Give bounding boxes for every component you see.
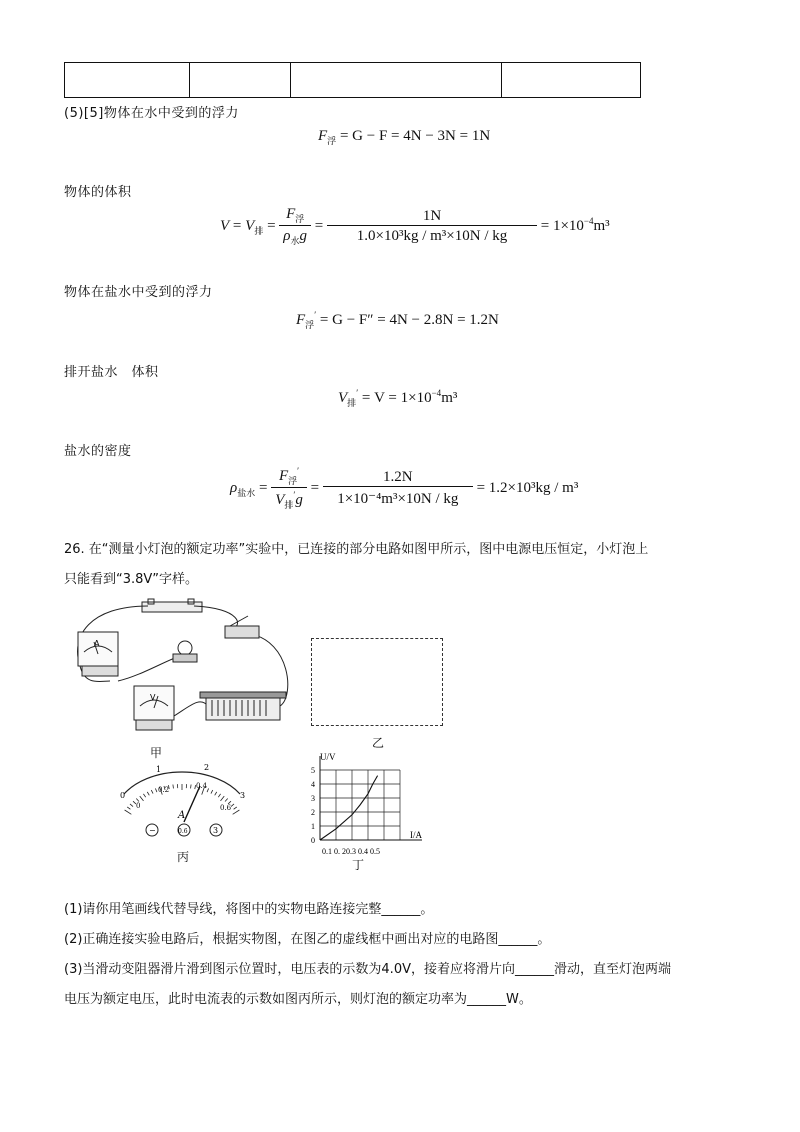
chart-xtick-labels: 0.1 0. 20.3 0.4 0.5	[322, 847, 380, 856]
eq4-exp: −4	[431, 388, 442, 398]
table-row	[65, 63, 641, 98]
meter-tick	[147, 792, 149, 795]
part5-intro: (5)[5]物体在水中受到的浮力	[64, 106, 239, 121]
meter-tick	[151, 790, 153, 794]
eq4-text: = V = 1×10	[361, 390, 432, 406]
meter-tick	[233, 810, 240, 814]
terminal-3-text: 3	[213, 826, 219, 835]
table-cell	[291, 63, 502, 98]
table-cell	[190, 63, 291, 98]
switch-icon	[225, 626, 259, 638]
top-table	[64, 62, 641, 98]
meter-bottom-06: 0.6	[220, 804, 232, 812]
chart-ytick-label: 2	[311, 808, 315, 817]
figure-jia-circuit	[70, 596, 300, 746]
figure-bing-meter	[112, 758, 252, 840]
chart-xlabel: I/A	[410, 830, 422, 840]
displaced-label: 排开盐水 体积	[64, 365, 159, 380]
meter-needle	[184, 786, 200, 822]
eq2-num: 1N	[422, 208, 442, 224]
q26-sub3a: (3)当滑动变阻器滑片滑到图示位置时，电压表的示数为4.0V，接着应将滑片向______滑动，直至灯泡两端	[64, 962, 671, 977]
meter-bottom-02: 0.2	[158, 786, 170, 794]
meter-top-3: 3	[240, 791, 246, 800]
chart-ylabel: U/V	[320, 752, 336, 762]
meter-tick	[234, 807, 237, 809]
eq2-exp: −4	[583, 215, 594, 226]
chart-ytick-label: 5	[311, 766, 315, 775]
meter-top-1: 1	[156, 765, 162, 774]
q26-line2: 只能看到“3.8V”字样。	[64, 572, 199, 587]
equation-buoyancy-water: $F_浮 = G - F = 4N - 3N = 1N$	[318, 128, 491, 146]
eq3-text: = G − F″ = 4N − 2.8N = 1.2N	[319, 312, 499, 328]
rheostat-icon	[206, 696, 280, 720]
figure-ding-label: 丁	[352, 858, 365, 872]
meter-bottom-0: 0	[136, 802, 141, 810]
chart-ytick-label: 1	[311, 822, 315, 831]
eq2-rhs: = 1×10	[540, 217, 584, 234]
ammeter-icon	[78, 632, 118, 666]
chart-ytick-label: 3	[311, 794, 315, 803]
meter-top-0: 0	[120, 791, 126, 800]
meter-tick	[127, 807, 130, 809]
equation-volume: $V = V_排$ = $\frac{F_浮}{\rho_水g}$ = $\frac{1N}{\text{1.0×10³kg / m³×10N / kg}}$ = $1\times 10^{-4}m^3$	[220, 206, 610, 246]
volume-label: 物体的体积	[64, 185, 132, 200]
q26-line1: 26. 在“测量小灯泡的额定功率”实验中，已连接的部分电路如图甲所示，图中电源电压恒定，小灯泡上	[64, 542, 649, 557]
table-cell	[502, 63, 641, 98]
equation-buoyancy-salt: $F_浮' = G - F'' = 4N - 2.8N = 1.2N$	[296, 310, 499, 330]
meter-tick	[125, 810, 132, 814]
meter-tick	[155, 788, 157, 792]
terminal-neg-text: −	[149, 826, 156, 835]
equation-displaced: $V_排' = V = 1\times 10^{-4}m^3$	[338, 388, 458, 408]
meter-top-2: 2	[204, 763, 210, 772]
meter-tick	[221, 796, 225, 801]
meter-tick	[225, 799, 228, 802]
meter-tick	[173, 785, 174, 789]
meter-tick	[218, 794, 220, 797]
voltmeter-face-label: V	[150, 693, 156, 702]
density-label: 盐水的密度	[64, 444, 132, 459]
figure-ding-chart	[300, 752, 440, 862]
lamp-icon	[178, 641, 192, 655]
eq2-unit: m³	[593, 217, 610, 234]
ammeter-face-label: A	[94, 639, 100, 648]
saltforce-label: 物体在盐水中受到的浮力	[64, 285, 213, 300]
meter-tick	[207, 788, 209, 792]
terminal-06-text: 0.6	[178, 828, 188, 835]
figure-yi-label: 乙	[372, 736, 385, 750]
meter-tick	[231, 804, 234, 807]
voltmeter-icon	[134, 686, 174, 720]
eq5-num: 1.2N	[383, 469, 413, 485]
meter-tick	[211, 790, 213, 794]
eq4-unit: m³	[441, 390, 458, 406]
meter-tick	[191, 785, 192, 789]
eq5-rhs: = 1.2×10³kg / m³	[476, 479, 579, 496]
equation-density: $\rho_{盐水}$ = $\frac{F_浮'}{V_排'g}$ = $\frac{1.2N}{\text{1×10⁻⁴m³×10N / kg}}$ = 1.2×10³kg / m³	[230, 466, 579, 510]
figure-yi-dashed-box	[311, 638, 443, 726]
figure-jia-label: 甲	[150, 746, 163, 760]
chart-series-line	[320, 776, 378, 840]
meter-tick	[130, 804, 133, 807]
q26-sub2: (2)正确连接实验电路后，根据实物图，在图乙的虚线框中画出对应的电路图______。	[64, 932, 551, 947]
meter-tick	[140, 796, 144, 801]
table-cell	[65, 63, 190, 98]
q26-sub3b: 电压为额定电压，此时电流表的示数如图丙所示，则灯泡的额定功率为______W。	[64, 992, 532, 1007]
meter-needle-label: A	[178, 810, 186, 821]
eq1-text: = G − F = 4N − 3N = 1N	[339, 128, 491, 144]
eq2-den: 1.0×10³kg / m³×10N / kg	[327, 225, 537, 245]
chart-ytick-label: 4	[311, 780, 315, 789]
meter-tick	[143, 794, 145, 797]
q26-sub1: (1)请你用笔画线代替导线，将图中的实物电路连接完整______。	[64, 902, 434, 917]
eq5-den: 1×10⁻⁴m³×10N / kg	[323, 486, 473, 508]
figure-bing-label: 丙	[177, 850, 190, 864]
meter-bottom-04: 0.4	[196, 782, 208, 790]
chart-ytick-label: 0	[311, 836, 315, 845]
meter-tick	[215, 792, 217, 795]
